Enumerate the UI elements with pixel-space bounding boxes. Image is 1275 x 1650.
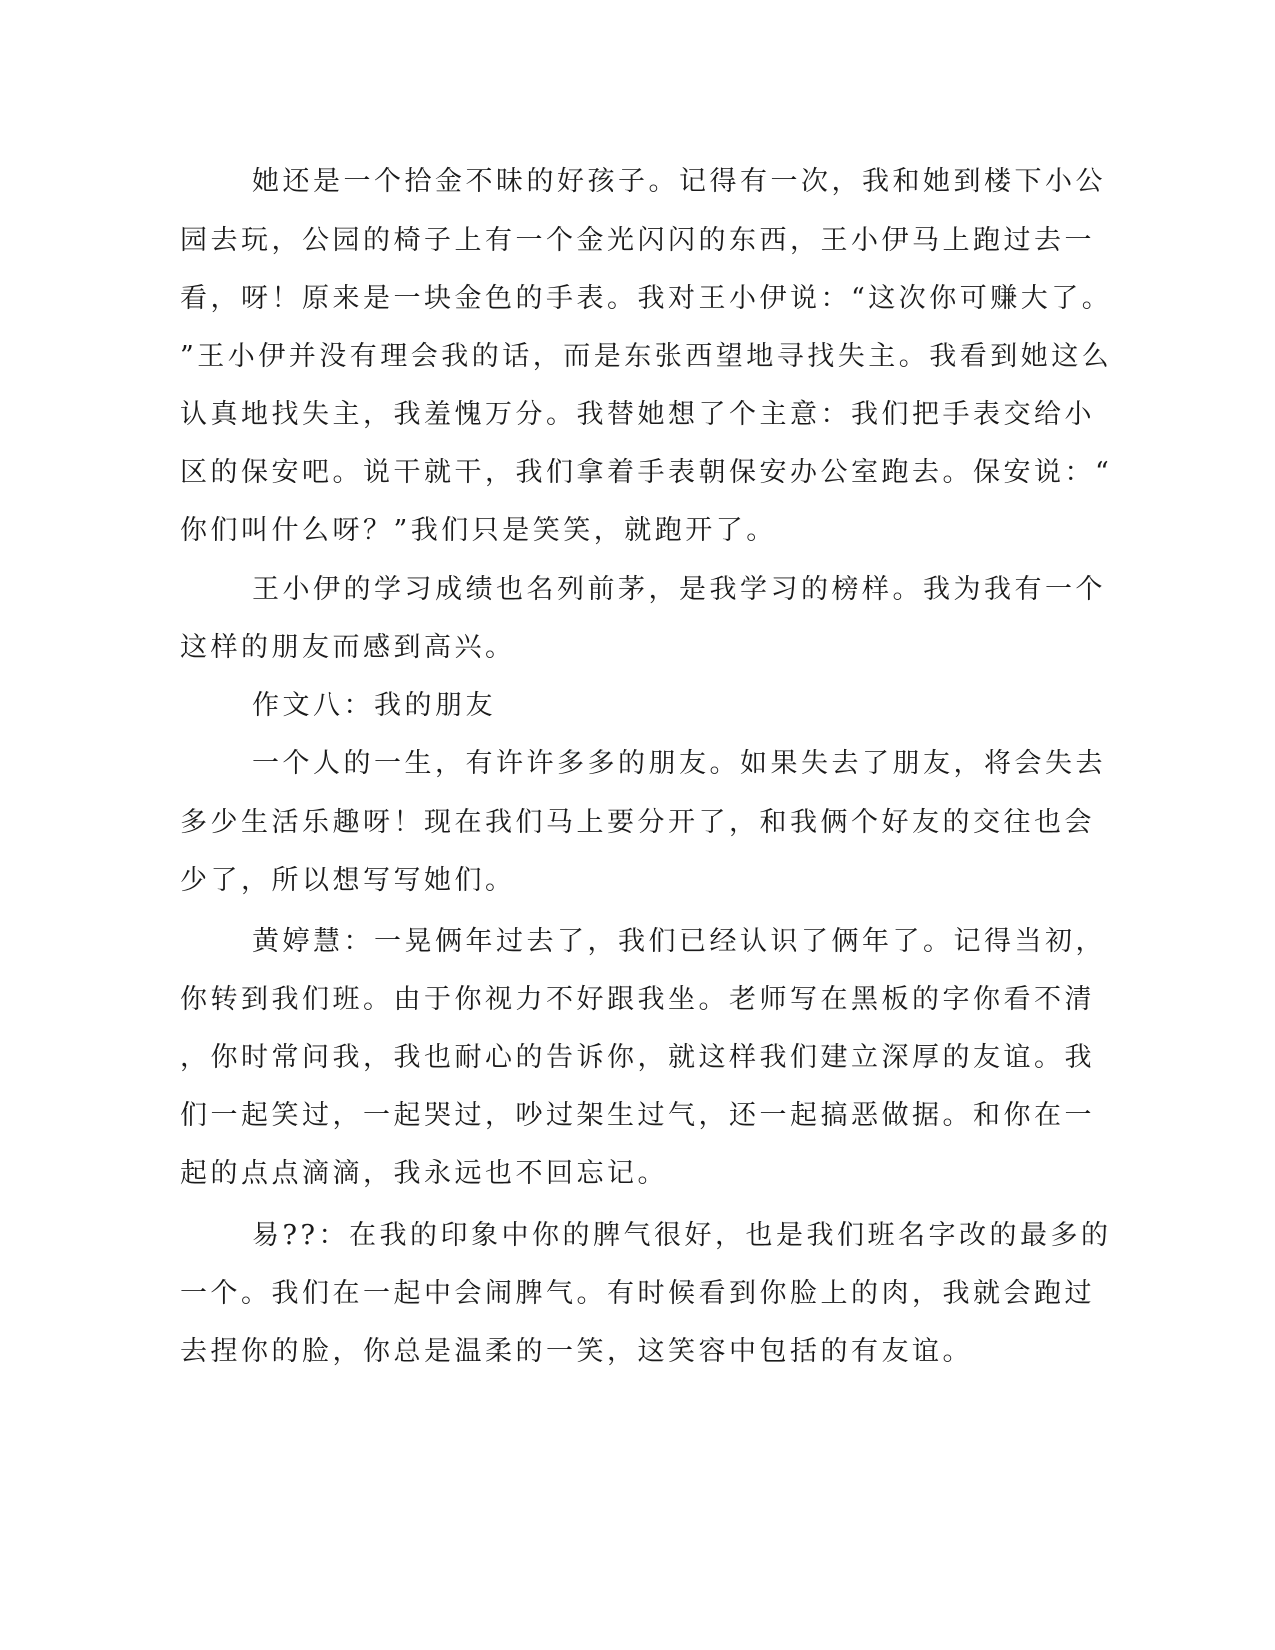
document-page: 她还是一个拾金不昧的好孩子。记得有一次，我和她到楼下小公 园去玩，公园的椅子上有一个金光闪闪的东西，王小伊马上跑过去一 看，呀！原来是一块金色的手表。我对王小伊说：“这次你可赚大了。 ”王小伊并没有理会我的话，而是东张西望地寻找失主。我看到她这么 认真地找失主，我羞愧万分。我替她想了个主意：我们把手表交给小 区的保安吧。说干就干，我们拿着手表朝保安办公室跑去。保安说：“ 你们叫什么呀？”我们只是笑笑，就跑开了。 王小伊的学习成绩也名列前茅，是我学习的榜样。我为我有一个 这样的朋友而感到高兴。 作文八：我的朋友 一个人的一生，有许许多多的朋友。如果失去了朋友，将会失去 多少生活乐趣呀！现在我们马上要分开了，和我俩个好友的交往也会 少了，所以想写写她们。 黄婷慧：一晃俩年过去了，我们已经认识了俩年了。记得当初， 你转到我们班。由于你视力不好跟我坐。老师写在黑板的字你看不清 ，你时常问我，我也耐心的告诉你，就这样我们建立深厚的友谊。我 们一起笑过，一起哭过，吵过架生过气，还一起搞恶做据。和你在一 起的点点滴滴，我永远也不回忘记。 易??：在我的印象中你的脾气很好，也是我们班名字改的最多的 一个。我们在一起中会闹脾气。有时候看到你脸上的肉，我就会跑过 去捏你的脸，你总是温柔的一笑，这笑容中包括的有友谊。 (0, 0, 1275, 1650)
